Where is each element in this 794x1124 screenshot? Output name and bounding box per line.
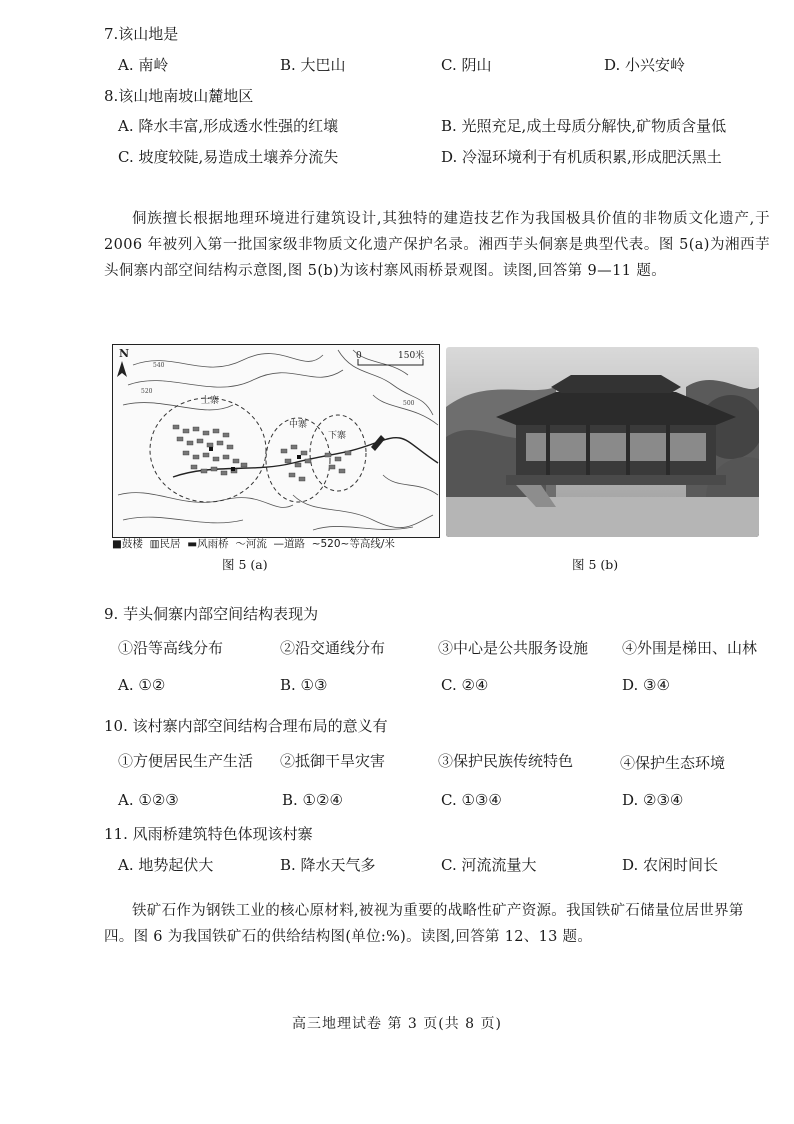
q7-option-b[interactable]: B. 大巴山 <box>280 56 346 74</box>
q10-stem: 10. 该村寨内部空间结构合理布局的意义有 <box>104 717 388 735</box>
q9-option-d[interactable]: D. ③④ <box>622 676 670 694</box>
legend-road: —道路 <box>273 538 306 550</box>
area-upper-label: 上寨 <box>201 396 220 406</box>
village-structure-map-graphic <box>113 345 439 537</box>
q10-option-a[interactable]: A. ①②③ <box>118 791 179 809</box>
q8-option-a[interactable]: A. 降水丰富,形成透水性强的红壤 <box>118 117 339 135</box>
figure-5b-photo <box>446 347 759 537</box>
contour-label-500: 500 <box>403 400 415 407</box>
q10-statement-1: ①方便居民生产生活 <box>118 752 254 770</box>
q11-option-d[interactable]: D. 农闲时间长 <box>622 856 719 874</box>
q7-stem: 7.该山地是 <box>104 25 179 43</box>
residence-cluster <box>173 425 351 481</box>
q8-option-c[interactable]: C. 坡度较陡,易造成土壤养分流失 <box>118 148 339 166</box>
q10-option-d[interactable]: D. ②③④ <box>622 791 684 809</box>
contour-label-520: 520 <box>141 388 153 395</box>
q10-statement-4: ④保护生态环境 <box>620 754 726 772</box>
north-arrow-icon <box>117 361 127 377</box>
figure-5a-caption: 图 5 (a) <box>222 557 268 572</box>
scale-label: 150米 <box>398 351 425 361</box>
area-middle-label: 中寨 <box>289 420 308 430</box>
q9-statement-4: ④外围是梯田、山林 <box>622 639 758 657</box>
legend-wind-rain-bridge: ▬风雨桥 <box>187 538 229 550</box>
legend-river: 〜河流 <box>235 538 267 550</box>
q9-statement-3: ③中心是公共服务设施 <box>438 639 589 657</box>
upper-village-boundary <box>150 398 266 502</box>
contour-label-540: 540 <box>153 362 165 369</box>
q7-option-a[interactable]: A. 南岭 <box>118 56 169 74</box>
q9-option-b[interactable]: B. ①③ <box>280 676 328 694</box>
q9-option-a[interactable]: A. ①② <box>118 676 166 694</box>
q11-option-b[interactable]: B. 降水天气多 <box>280 856 376 874</box>
q11-stem: 11. 风雨桥建筑特色体现该村寨 <box>104 825 313 843</box>
q8-option-d[interactable]: D. 冷湿环境利于有机质积累,形成肥沃黑土 <box>441 148 722 166</box>
middle-village-boundary <box>266 418 330 502</box>
drum-tower-mark <box>297 455 301 459</box>
q10-option-c[interactable]: C. ①③④ <box>441 791 502 809</box>
q8-stem: 8.该山地南坡山麓地区 <box>104 87 254 105</box>
q8-option-b[interactable]: B. 光照充足,成土母质分解快,矿物质含量低 <box>441 117 727 135</box>
q10-statement-3: ③保护民族传统特色 <box>438 752 574 770</box>
q7-option-c[interactable]: C. 阴山 <box>441 56 492 74</box>
q7-option-d[interactable]: D. 小兴安岭 <box>604 56 686 74</box>
legend-contour: ~520~等高线/米 <box>311 538 395 550</box>
q9-option-c[interactable]: C. ②④ <box>441 676 489 694</box>
scale-zero: 0 <box>356 351 362 361</box>
page-footer: 高三地理试卷 第 3 页(共 8 页) <box>292 1016 502 1032</box>
q11-option-a[interactable]: A. 地势起伏大 <box>118 856 214 874</box>
north-label: N <box>119 347 130 360</box>
q9-statement-1: ①沿等高线分布 <box>118 639 224 657</box>
passage-dong-village: 侗族擅长根据地理环境进行建筑设计,其独特的建造技艺作为我国极具价值的非物质文化遗产,于 2006 年被列入第一批国家级非物质文化遗产保护名录。湘西芋头侗寨是典型代表。图 5(a)为湘西芋头侗寨内部空间结构示意图,图 5(b)为该村寨风雨桥景观图。读图,回答第 9—11 题。 <box>104 211 770 279</box>
q9-stem: 9. 芋头侗寨内部空间结构表现为 <box>104 605 319 623</box>
q9-statement-2: ②沿交通线分布 <box>280 639 386 657</box>
q11-option-c[interactable]: C. 河流流量大 <box>441 856 537 874</box>
area-lower-label: 下寨 <box>328 431 347 441</box>
drum-tower-mark <box>231 467 235 471</box>
legend-drum-tower: ■鼓楼 <box>112 538 143 550</box>
figure-5a-map <box>112 344 440 538</box>
legend-residence: ▥民居 <box>149 538 181 550</box>
passage-iron-ore: 铁矿石作为钢铁工业的核心原材料,被视为重要的战略性矿产资源。我国铁矿石储量位居世界第四。图 6 为我国铁矿石的供给结构图(单位:%)。读图,回答第 12、13 题。 <box>104 903 744 945</box>
drum-tower-mark <box>209 447 213 451</box>
q10-option-b[interactable]: B. ①②④ <box>282 791 343 809</box>
q10-statement-2: ②抵御干旱灾害 <box>280 752 386 770</box>
figure-5a-legend <box>112 537 395 551</box>
wind-rain-bridge-photo-graphic <box>446 347 759 537</box>
figure-5b-caption: 图 5 (b) <box>572 557 619 572</box>
